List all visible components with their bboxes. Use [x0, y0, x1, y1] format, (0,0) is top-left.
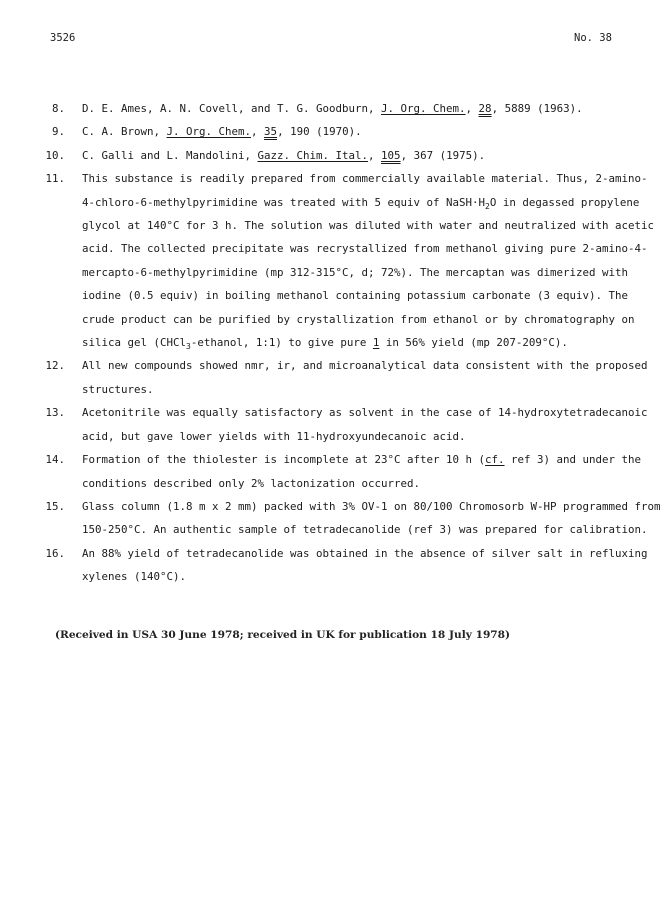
reference-text: 150-250°C. An authentic sample of tetradecanolide (ref 3) was prepared for calibration.	[82, 523, 648, 537]
page-number: 3526	[50, 32, 76, 44]
reference-item	[0, 167, 672, 354]
underlined-text: Gazz. Chim. Ital.	[257, 148, 369, 162]
reference-text: Formation of the thiolester is incomplete at 23°C after 10 h (	[82, 453, 486, 467]
reference-item	[0, 495, 672, 542]
reference-text-line	[82, 237, 648, 260]
reference-text: iodine (0.5 equiv) in boiling methanol containing potassium carbonate (3 equiv). The	[82, 289, 629, 303]
reference-number: 14.	[45, 453, 65, 467]
reference-item	[0, 120, 672, 143]
reference-number: 10.	[45, 148, 65, 162]
reference-text-line	[82, 401, 648, 424]
reference-text: crude product can be purified by crystallization from ethanol or by chromatography on	[82, 312, 635, 326]
reference-text: This substance is readily prepared from commercially available material. Thus, 2-amino-	[82, 172, 648, 186]
reference-text: , 367 (1975).	[400, 148, 486, 162]
reference-list	[0, 97, 672, 589]
reference-item	[0, 97, 672, 120]
reference-text-line	[82, 495, 661, 518]
reference-number: 8.	[51, 102, 65, 115]
reference-item	[0, 144, 672, 167]
reference-text: -ethanol, 1:1) to give pure	[190, 336, 373, 350]
reference-text-line	[82, 167, 648, 190]
reference-number: 15.	[45, 499, 65, 513]
reference-text-line	[82, 261, 629, 284]
reference-text: xylenes (140°C).	[82, 570, 187, 584]
reference-text-line	[82, 144, 622, 167]
reference-text-line	[82, 284, 629, 307]
reference-text: Glass column (1.8 m x 2 mm) packed with 3% OV-1 on 80/100 Chromosorb W-HP programmed from	[82, 499, 661, 513]
reference-text: C. Galli and L. Mandolini,	[82, 148, 258, 162]
subscript: 2	[485, 201, 490, 211]
reference-text-line	[82, 214, 655, 237]
reference-text-line	[82, 425, 622, 448]
reference-text: acid, but gave lower yields with 11-hydroxyundecanoic acid.	[82, 429, 466, 443]
underlined-text: J. Org. Chem.	[166, 125, 252, 139]
reference-text: C. A. Brown,	[82, 125, 167, 139]
reference-item	[0, 401, 672, 448]
reference-text-line	[82, 120, 622, 143]
reference-number: 16.	[45, 546, 65, 560]
reference-text: in 56% yield (mp 207-209°C).	[379, 336, 568, 350]
subscript: 3	[186, 342, 191, 352]
reference-number: 12.	[45, 359, 65, 373]
reference-text: ,	[465, 102, 479, 115]
reference-text: ,	[368, 148, 382, 162]
underlined-text: cf.	[485, 453, 505, 467]
reference-text-line	[82, 378, 622, 401]
underlined-text: 1	[372, 336, 380, 350]
reference-text: ,	[251, 125, 265, 139]
volume-number: 28	[478, 102, 492, 115]
reference-number: 13.	[45, 406, 65, 420]
reference-text: silica gel (CHCl	[82, 336, 187, 350]
reference-text: An 88% yield of tetradecanolide was obtained in the absence of silver salt in refluxing	[82, 546, 648, 560]
reference-text-line	[82, 518, 648, 541]
reference-text: , 190 (1970).	[277, 125, 362, 139]
journal-issue-number: No. 38	[574, 32, 612, 44]
received-note: (Received in USA 30 June 1978; received in UK for publication 18 July 1978)	[55, 629, 511, 641]
reference-text-line	[82, 448, 642, 471]
reference-number: 9.	[51, 125, 65, 139]
reference-text: , 5889 (1963).	[491, 102, 583, 115]
reference-text: glycol at 140°C for 3 h. The solution was diluted with water and neutralized with acetic	[82, 219, 655, 233]
reference-text: conditions described only 2% lactonization occurred.	[82, 476, 421, 490]
reference-text-line	[82, 97, 622, 120]
reference-text: mercapto-6-methylpyrimidine (mp 312-315°C, d; 72%). The mercaptan was dimerized with	[82, 265, 629, 279]
volume-number: 105	[381, 148, 401, 162]
reference-text-line	[82, 354, 648, 377]
reference-text: All new compounds showed nmr, ir, and microanalytical data consistent with the proposed	[82, 359, 648, 373]
reference-text: ref 3) and under the	[504, 453, 642, 467]
reference-item	[0, 542, 672, 589]
reference-text: 4-chloro-6-methylpyrimidine was treated with 5 equiv of NaSH·H	[82, 195, 486, 209]
reference-text-line	[82, 191, 640, 214]
reference-text: acid. The collected precipitate was recrystallized from methanol giving pure 2-amino-4-	[82, 242, 648, 256]
reference-text-line	[82, 542, 648, 565]
reference-text-line	[82, 472, 622, 495]
volume-number: 35	[264, 125, 278, 139]
reference-text-line	[82, 331, 622, 354]
reference-text-line	[82, 565, 622, 588]
reference-number: 11.	[45, 172, 65, 186]
reference-text: Acetonitrile was equally satisfactory as solvent in the case of 14-hydroxytetradecanoic	[82, 406, 648, 420]
reference-text: structures.	[82, 382, 154, 396]
underlined-text: J. Org. Chem.	[381, 102, 466, 115]
reference-text: O in degassed propylene	[489, 195, 640, 209]
reference-text-line	[82, 308, 635, 331]
reference-text: D. E. Ames, A. N. Covell, and T. G. Goodburn,	[82, 102, 382, 115]
reference-item	[0, 354, 672, 401]
reference-item	[0, 448, 672, 495]
